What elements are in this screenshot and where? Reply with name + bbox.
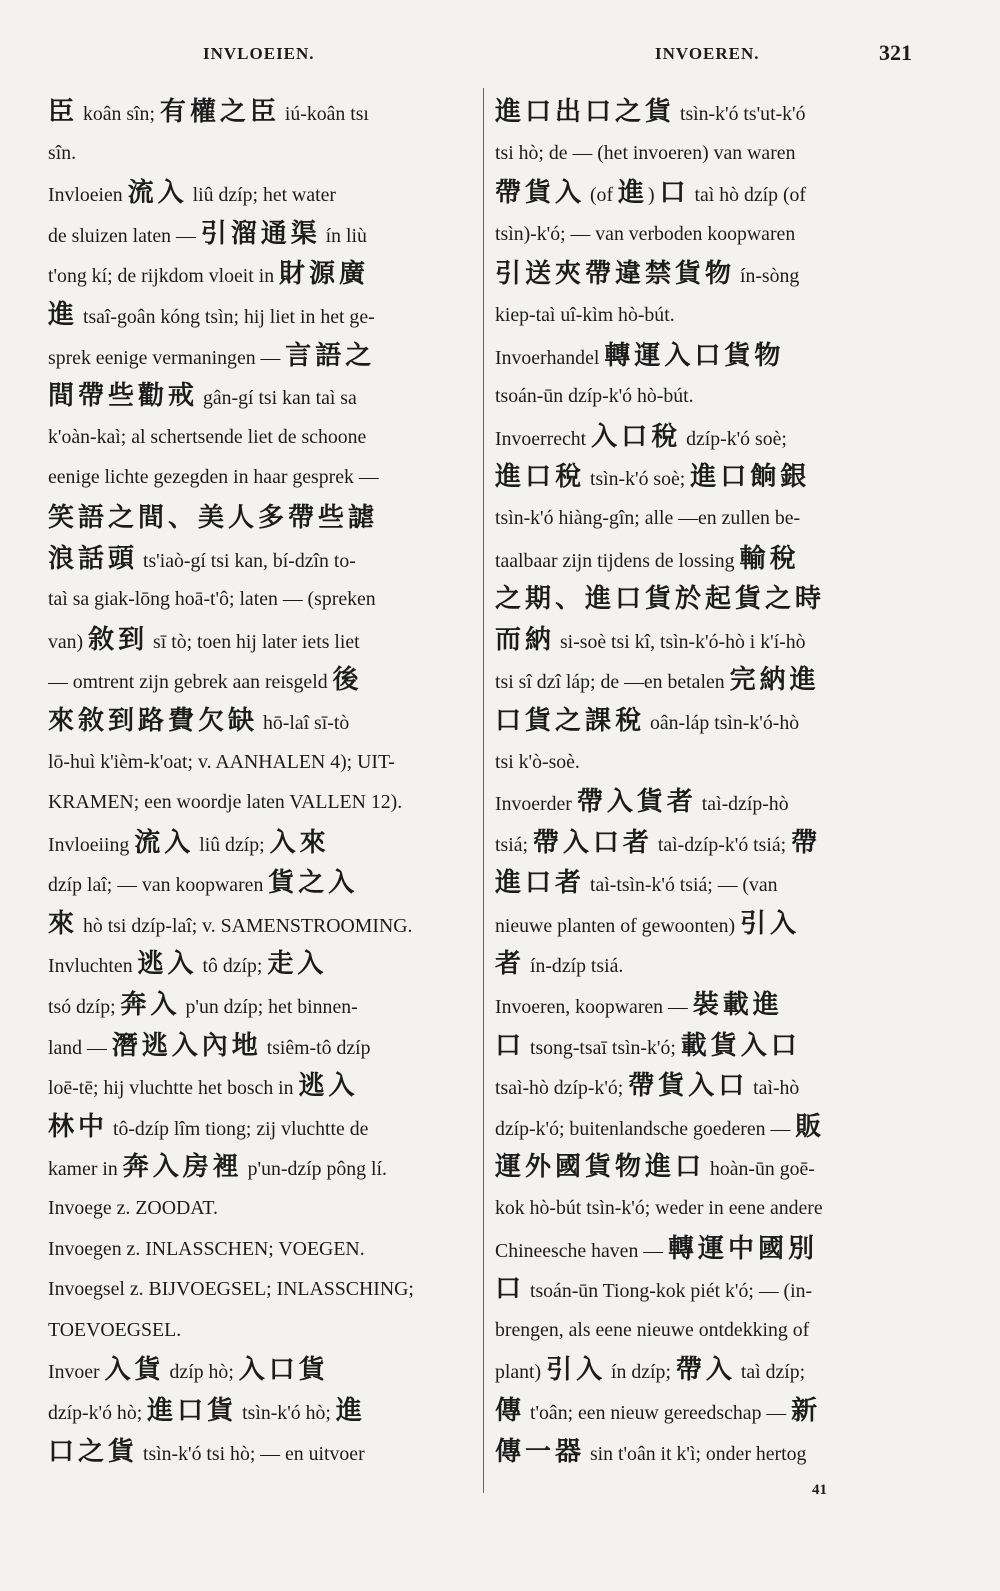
running-head-right: INVOEREN.	[655, 44, 760, 63]
text-line: 進口出口之貨 tsìn-k'ó ts'ut-k'ó	[495, 97, 806, 127]
text-line: taì sa giak-lōng hoā-t'ô; laten — (spreken	[48, 588, 376, 611]
text-line: k'oàn-kaì; al schertsende liet de schoone	[48, 425, 367, 448]
text-line: Invoerhandel 轉運入口貨物	[495, 340, 785, 371]
text-line: Invluchten 逃入 tô dzíp; 走入	[48, 949, 328, 980]
text-line: Invoerder 帶入貨者 taì-dzíp-hò	[495, 787, 789, 818]
text-line: tsiá; 帶入口者 taì-dzíp-k'ó tsiá; 帶	[495, 827, 822, 858]
text-line: nieuwe planten of gewoonten) 引入	[495, 908, 801, 939]
text-line: kiep-taì uî-kìm hò-bút.	[495, 303, 675, 326]
text-line: 口 tsong-tsaī tsìn-k'ó; 載貨入口	[495, 1030, 801, 1061]
text-line: 來敘到路費欠缺 hō-laî sī-tò	[48, 705, 350, 736]
page-number: 321	[879, 40, 912, 65]
running-head-left: INVLOEIEN.	[203, 44, 315, 63]
text-line: taalbaar zijn tijdens de lossing 輸稅	[495, 543, 800, 574]
left-column	[48, 92, 468, 1472]
text-line: tsi hò; de — (het invoeren) van waren	[495, 141, 796, 164]
text-line: land — 潛逃入內地 tsiêm-tô dzíp	[48, 1030, 371, 1061]
text-line: 進口稅 tsìn-k'ó soè; 進口餉銀	[495, 462, 811, 493]
column-divider	[483, 88, 484, 1493]
text-line: Invoege z. ZOODAT.	[48, 1197, 218, 1220]
text-line: brengen, als eene nieuwe ontdekking of	[495, 1318, 810, 1341]
text-line: dzíp-k'ó hò; 進口貨 tsìn-k'ó hò; 進	[48, 1396, 366, 1426]
text-line: loē-tē; hij vluchtte het bosch in 逃入	[48, 1071, 359, 1102]
text-line: tsoán-ūn dzíp-k'ó hò-bút.	[495, 385, 694, 408]
text-line: 來 hò tsi dzíp-laî; v. SAMENSTROOMING.	[48, 908, 413, 939]
text-line: sprek eenige vermaningen — 言語之	[48, 340, 376, 371]
text-line: 而納 si-soè tsi kî, tsìn-k'ó-hò i k'í-hò	[495, 624, 806, 655]
signature-mark: 41	[812, 1482, 827, 1498]
text-line: 間帶些勸戒 gân-gí tsi kan taì sa	[48, 381, 357, 412]
text-line: 引送夾帶違禁貨物 ín-sòng	[495, 259, 800, 290]
text-line: 浪話頭 ts'iaò-gí tsi kan, bí-dzîn to-	[48, 543, 356, 574]
text-line: Chineesche haven — 轉運中國別	[495, 1233, 819, 1264]
text-line: tsó dzíp; 奔入 p'un dzíp; het binnen-	[48, 990, 358, 1021]
text-line: 之期、進口貨於起貨之時	[495, 584, 826, 615]
text-line: tsìn)-k'ó; — van verboden koopwaren	[495, 222, 796, 245]
text-line: 者 ín-dzíp tsiá.	[495, 949, 624, 980]
text-line: Invloeien 流入 liû dzíp; het water	[48, 178, 336, 209]
text-line: 口之貨 tsìn-k'ó tsi hò; — en uitvoer	[48, 1436, 365, 1467]
text-line: dzíp-k'ó; buitenlandsche goederen — 販	[495, 1111, 826, 1142]
text-line: 笑語之間、美人多帶些謔	[48, 502, 379, 533]
right-column	[495, 92, 915, 1472]
text-line: tsi sî dzî láp; de —en betalen 完納進	[495, 665, 820, 696]
text-line: 進口者 taì-tsìn-k'ó tsiá; — (van	[495, 868, 778, 899]
text-line: 進 tsaî-goân kóng tsìn; hij liet in het ge-	[48, 299, 375, 330]
text-line: 運外國貨物進口 hoàn-ūn goē-	[495, 1152, 815, 1183]
text-line: 帶貨入 (of 進) 口 taì hò dzíp (of	[495, 178, 807, 209]
text-line: t'ong kí; de rijkdom vloeit in 財源廣	[48, 259, 370, 290]
text-line: kamer in 奔入房裡 p'un-dzíp pông lí.	[48, 1152, 387, 1183]
text-line: 臣 koân sîn; 有權之臣 iú-koân tsı	[48, 97, 369, 127]
text-line: TOEVOEGSEL.	[48, 1318, 182, 1341]
text-line: de sluizen laten — 引溜通渠 ín liù	[48, 218, 367, 249]
text-line: 傳一器 sin t'oân it k'ì; onder hertog	[495, 1436, 807, 1467]
text-line: Invloeiing 流入 liû dzíp; 入來	[48, 827, 330, 858]
text-line: lō-huì k'ièm-k'oat; v. AANHALEN 4); UIT-	[48, 750, 395, 773]
text-line: — omtrent zijn gebrek aan reisgeld 後	[48, 665, 363, 696]
text-line: plant) 引入 ín dzíp; 帶入 taì dzíp;	[495, 1355, 806, 1386]
text-line: 林中 tô-dzíp lîm tiong; zij vluchtte de	[48, 1111, 369, 1142]
text-line: 口 tsoán-ūn Tiong-kok piét k'ó; — (in-	[495, 1274, 813, 1305]
text-line: tsi k'ò-soè.	[495, 750, 580, 773]
text-line: 口貨之課稅 oân-láp tsìn-k'ó-hò	[495, 705, 800, 736]
text-line: KRAMEN; een woordje laten VALLEN 12).	[48, 791, 403, 814]
text-line: tsaì-hò dzíp-k'ó; 帶貨入口 taì-hò	[495, 1071, 800, 1102]
text-line: Invoegsel z. BIJVOEGSEL; INLASSCHING;	[48, 1278, 414, 1301]
text-line: Invoer 入貨 dzíp hò; 入口貨	[48, 1355, 329, 1386]
text-line: dzíp laî; — van koopwaren 貨之入	[48, 868, 359, 899]
text-line: sîn.	[48, 141, 77, 164]
text-line: Invoerrecht 入口稅 dzíp-k'ó soè;	[495, 421, 787, 452]
text-line: tsìn-k'ó hiàng-gîn; alle —en zullen be-	[495, 506, 801, 529]
text-line: van) 敘到 sī tò; toen hij later iets liet	[48, 624, 360, 655]
text-line: eenige lichte gezegden in haar gesprek —	[48, 466, 379, 489]
text-line: Invoeren, koopwaren — 裝載進	[495, 990, 783, 1021]
text-line: Invoegen z. INLASSCHEN; VOEGEN.	[48, 1237, 365, 1260]
text-line: kok hò-bút tsìn-k'ó; weder in eene andere	[495, 1197, 823, 1220]
text-line: 傳 t'oân; een nieuw gereedschap — 新	[495, 1396, 822, 1426]
